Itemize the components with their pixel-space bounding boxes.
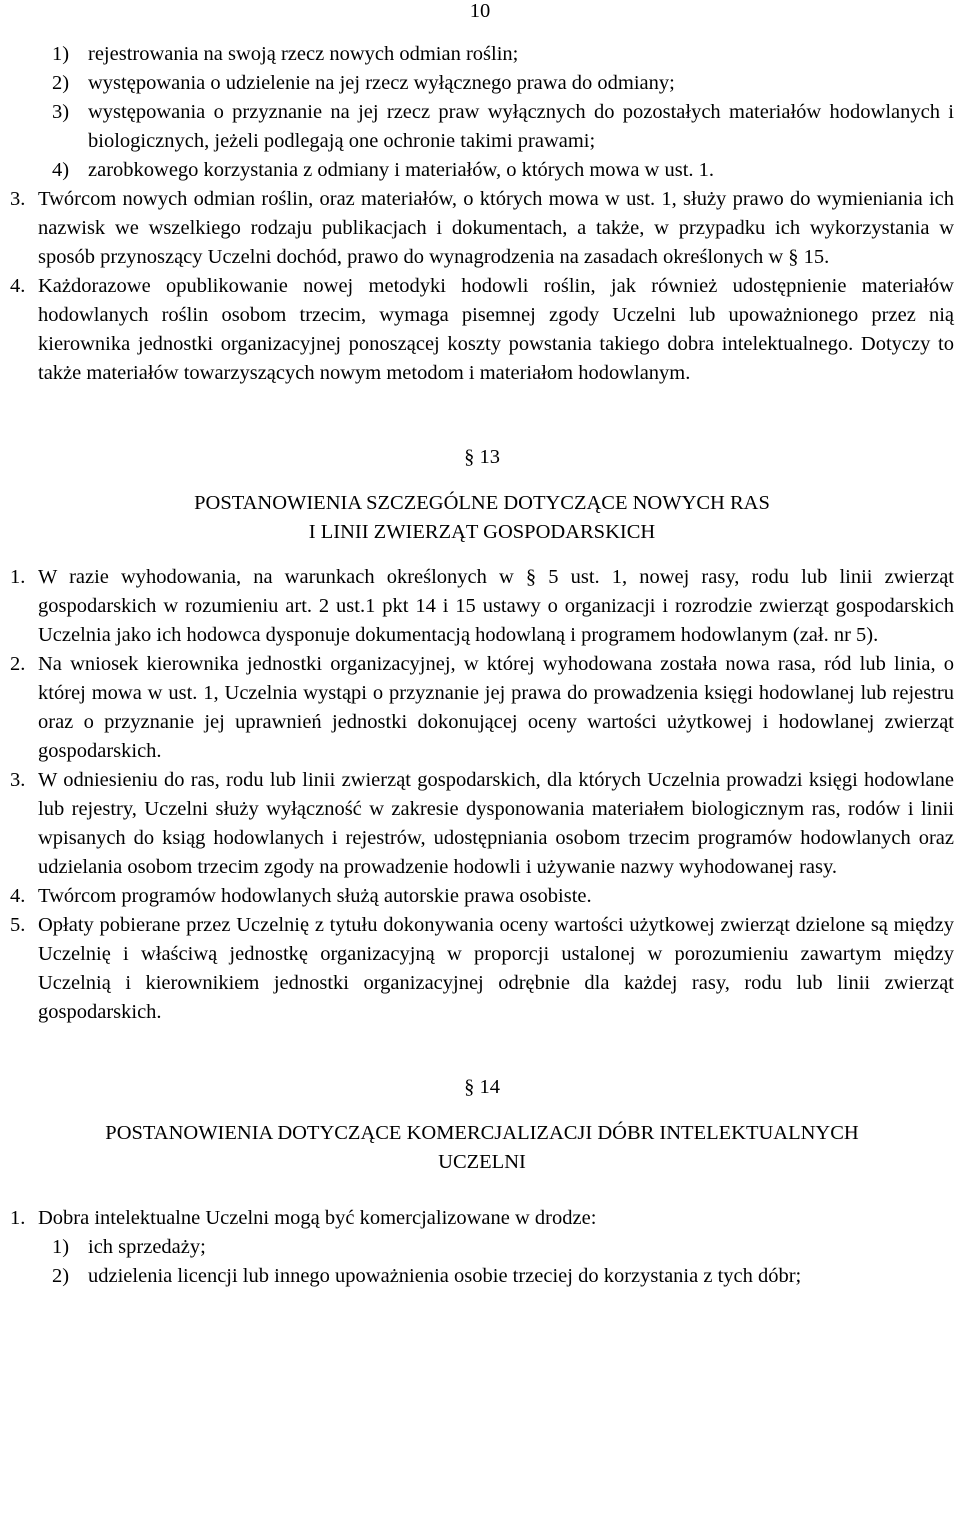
paragraph [10, 185, 954, 272]
paragraph-number: 4. [10, 885, 26, 907]
list-item [52, 40, 954, 69]
section-heading [10, 489, 954, 547]
list-item-number: 3) [52, 101, 70, 123]
paragraph-text: Twórcom programów hodowlanych służą autorskie prawa osobiste. [38, 885, 592, 907]
paragraph [10, 650, 954, 766]
list-item-text: występowania o przyznanie na jej rzecz praw wyłącznych do pozostałych materiałów hodowlanych i biologicznych, jeżeli podlegają one ochronie takimi prawami; [88, 101, 954, 152]
list-item-number: 2) [52, 1265, 70, 1287]
list-item [52, 69, 954, 98]
list-item [52, 1262, 954, 1291]
paragraph-number: 5. [10, 914, 26, 936]
section-heading-line: POSTANOWIENIA DOTYCZĄCE KOMERCJALIZACJI DÓBR INTELEKTUALNYCH [105, 1122, 859, 1144]
list-item-text: rejestrowania na swoją rzecz nowych odmian roślin; [88, 43, 519, 65]
list-item-text: zarobkowego korzystania z odmiany i materiałów, o których mowa w ust. 1. [88, 159, 715, 181]
paragraph-number: 1. [10, 566, 26, 588]
list-item [52, 1233, 954, 1262]
paragraph [10, 882, 954, 911]
paragraph [10, 911, 954, 1027]
section-heading-line: UCZELNI [438, 1151, 526, 1173]
list-item-number: 1) [52, 1236, 70, 1258]
paragraph-number: 4. [10, 275, 26, 297]
list-item-text: udzielenia licencji lub innego upoważnienia osobie trzeciej do korzystania z tych dóbr; [88, 1265, 802, 1287]
section-heading-line: I LINII ZWIERZĄT GOSPODARSKICH [308, 521, 656, 543]
paragraph [10, 272, 954, 388]
list-item-number: 4) [52, 159, 70, 181]
paragraph [10, 563, 954, 650]
section-heading [10, 1119, 954, 1177]
section-title: § 13 [464, 446, 500, 468]
paragraph-text: Opłaty pobierane przez Uczelnię z tytułu dokonywania oceny wartości użytkowej zwierząt dzielone są między Uczelnię i właściwą jednostkę organizacyjną w proporcji ustalonej w porozumieniu zawartym między Uczelnią i kierownikiem jednostki organizacyjnej odrębnie dla każdej rasy, rodu lub linii zwierząt gospodarskich. [38, 914, 954, 1023]
page-number: 10 [469, 0, 491, 22]
paragraph-text: W odniesieniu do ras, rodu lub linii zwierząt gospodarskich, dla których Uczelnia prowadzi księgi hodowlane lub rejestry, Uczelni służy wyłączność w zakresie dysponowania materiałem biologicznym ras, rodów i linii wpisanych do ksiąg hodowlanych i rejestrów, udostępniania osobom trzecim programów hodowlanych oraz udzielania osobom trzecim zgody na prowadzenie hodowli i używanie nazwy wyhodowanej rasy. [38, 769, 954, 878]
list-item-number: 1) [52, 43, 70, 65]
paragraph-text: W razie wyhodowania, na warunkach określonych w § 5 ust. 1, nowej rasy, rodu lub linii zwierząt gospodarskich w rozumieniu art. 2 ust.1 pkt 14 i 15 ustawy o organizacji i rozrodzie zwierząt gospodarskich Uczelnia jako ich hodowca dysponuje dokumentacją hodowlaną i programem hodowlanym (zał. nr 5). [38, 566, 954, 646]
paragraph-number: 1. [10, 1207, 26, 1229]
document-body [10, 40, 954, 1291]
list-item [52, 156, 954, 185]
section-heading-line: POSTANOWIENIA SZCZEGÓLNE DOTYCZĄCE NOWYCH RAS [194, 492, 770, 514]
top-list [10, 40, 954, 185]
list-item-text: występowania o udzielenie na jej rzecz wyłącznego prawa do odmiany; [88, 72, 675, 94]
paragraph-number: 3. [10, 769, 26, 791]
paragraph-number: 2. [10, 653, 26, 675]
list-item-number: 2) [52, 72, 70, 94]
paragraph-text: Każdorazowe opublikowanie nowej metodyki hodowli roślin, jak również udostępnienie materiałów hodowlanych roślin osobom trzecim, wymaga pisemnej zgody Uczelni lub upoważnionego przez nią kierownika jednostki organizacyjnej ponoszącej koszty powstania takiego dobra intelektualnego. Dotyczy to także materiałów towarzyszących nowym metodom i materiałom hodowlanym. [38, 275, 954, 384]
list-item [52, 98, 954, 156]
paragraph-number: 3. [10, 188, 26, 210]
paragraph-text: Dobra intelektualne Uczelni mogą być komercjalizowane w drodze: [38, 1207, 597, 1229]
section-title: § 14 [464, 1076, 500, 1098]
paragraph-text: Twórcom nowych odmian roślin, oraz materiałów, o których mowa w ust. 1, służy prawo do wymieniania ich nazwisk we wszelkiego rodzaju publikacjach i dokumentach, a także, w przypadku ich wykorzystania w sposób przynoszący Uczelni dochód, prawo do wynagrodzenia na zasadach określonych w § 15. [38, 188, 954, 268]
list-item-text: ich sprzedaży; [88, 1236, 206, 1258]
sub-list [10, 1233, 954, 1291]
paragraph-text: Na wniosek kierownika jednostki organizacyjnej, w której wyhodowana została nowa rasa, ród lub linia, o której mowa w ust. 1, Uczelnia wystąpi o przyznanie jej prawa do prowadzenia księgi hodowlanej lub rejestru oraz o przyznanie jej uprawnień jednostki dokonującej oceny wartości użytkowej i hodowlanej zwierząt gospodarskich. [38, 653, 954, 762]
paragraph [10, 1204, 954, 1233]
paragraph [10, 766, 954, 882]
